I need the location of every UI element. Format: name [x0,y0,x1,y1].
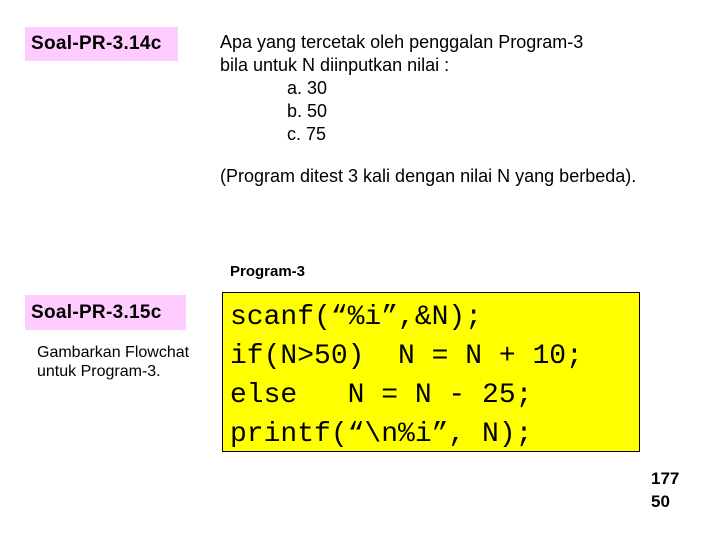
question-line-2: bila untuk N diinputkan nilai : [220,55,450,75]
code-line-else: else N = N - 25; [230,380,533,411]
option-b: b. 50 [287,101,328,121]
option-c: c. 75 [287,124,327,144]
code-line-printf: printf(“\n%i”, N); [230,419,533,450]
answer-options [220,77,660,146]
problem-label-3-14c: Soal-PR-3.14c [25,27,178,61]
output-values [651,467,679,513]
question-block [220,31,660,146]
program-title: Program-3 [230,263,306,280]
code-line-if: if(N>50) N = N + 10; [230,341,583,372]
option-a: a. 30 [287,78,328,98]
question-line-1: Apa yang tercetak oleh penggalan Program-3 [220,32,584,52]
code-line-scanf: scanf(“%i”,&N); [230,302,483,333]
code-block [222,292,640,452]
test-note: (Program ditest 3 kali dengan nilai N yang berbeda). [220,166,637,186]
flowchart-instruction: Gambarkan Flowchat untuk Program-3. [37,344,190,380]
problem-label-3-15c: Soal-PR-3.15c [25,295,186,330]
output-value-1: 177 [651,469,680,488]
output-value-2: 50 [651,492,670,511]
